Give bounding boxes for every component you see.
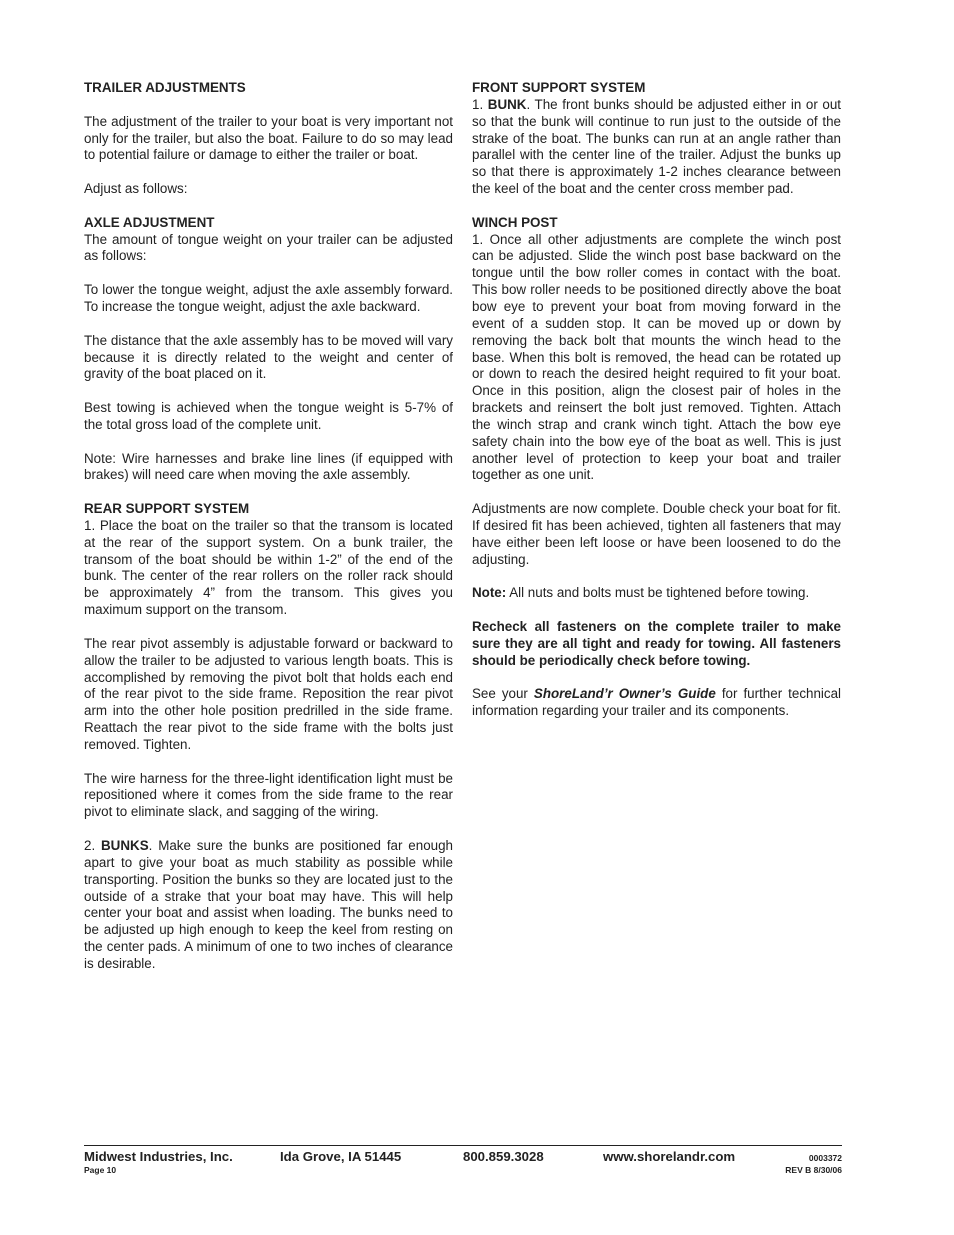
footer-city: Ida Grove, IA 51445 [280,1149,402,1164]
footer-revision: REV B 8/30/06 [785,1165,842,1175]
footer-page-number: Page 10 [84,1165,117,1175]
footer-doc-number: 0003372 [808,1153,842,1163]
rear-support-heading: REAR SUPPORT SYSTEM [84,501,250,517]
see-guide-paragraph [472,686,841,720]
rear-paragraph-3: The wire harness for the three-light identification light must be repositioned where it comes from the side frame to the rear pivot to eliminate slack, and sagging of the wiring. [84,770,453,820]
trailer-adjustments-heading: TRAILER ADJUSTMENTS [84,80,246,95]
footer-row [84,1146,842,1180]
front-bunk-label: BUNK [487,96,527,112]
axle-paragraph-3: The distance that the axle assembly has to be moved will vary because it is directly related to the weight and center of gravity of the boat placed on it. [84,332,453,382]
note-label: Note: [472,585,507,601]
front-bunk-text: . The front bunks should be adjusted either in or out so that the bunk will continue to run just to the outside of the strake of the boat. The bunks can run at an angle rather than parallel with the center line of the trailer. Adjust the bunks up so that there is approximately 1-2 inches clearance between the keel of the boat and the center cross member pad. [472,96,842,197]
left-column [84,80,453,973]
owners-guide-title: ShoreLand’r Owner’s Guide [533,686,716,702]
bunks-label: BUNKS [101,837,149,853]
intro-paragraph: The adjustment of the trailer to your boat is very important not only for the trailer, but also the boat. Failure to do so may lead to potential failure or damage to either the trailer or boat. [84,113,453,163]
axle-paragraph-4: Best towing is achieved when the tongue weight is 5-7% of the total gross load of the complete unit. [84,400,453,432]
bunks-prefix: 2. [84,837,102,853]
page-footer [84,1145,842,1180]
bunks-text: . Make sure the bunks are positioned far enough apart to give your boat as much stability as possible while transporting. Position the bunks so they are located just to the outside of a strake that your boat may have. This will help center your boat and assist when loading. The bunks need to be adjusted up high enough to keep the keel from resting on the center pads. A minimum of one to two inches of clearance is desirable. [84,837,453,971]
winch-post-paragraph: 1. Once all other adjustments are complete the winch post can be adjusted. Slide the winch post base backward on the tongue until the bow roller comes in contact with the boat. This bow roller needs to be positioned directly above the boat bow eye to prevent your boat from moving forward in the event of a sudden stop. It can be moved up or down by removing the back bolt that mounts the winch head to the base. When this bolt is removed, the head can be rotated up or down to reach the desired height required to fit your boat. Once in this position, align the closest pair of holes in the brackets and reinsert the bolt just removed. Tighten. Attach the winch strap and crank winch tight. Attach the bow eye safety chain into the bow eye of the boat as well. This is just another level of protection to keep your boat and trailer together as one unit. [472,231,841,483]
axle-paragraph-2: To lower the tongue weight, adjust the axle assembly forward. To increase the tongue weight, adjust the axle backward. [84,282,453,314]
front-prefix: 1. [472,96,488,112]
rear-paragraph-1: 1. Place the boat on the trailer so that the transom is located at the rear of the support system. On a bunk trailer, the transom of the boat should be within 1-2” of the end of the bunk. The center of the rear rollers on the roller rack should be approximately 4” from the transom. This gives you maximum support on the transom. [84,517,453,618]
footer-website: www.shorelandr.com [603,1149,736,1164]
winch-post-heading: WINCH POST [472,214,558,230]
rear-paragraph-2: The rear pivot assembly is adjustable forward or backward to allow the trailer to be adjusted to various length boats. This is accomplished by removing the pivot bolt that holds each end of the rear pivot to the side frame. Reposition the rear pivot arm into the other hole position predrilled in the side frame. Reattach the rear pivot to the side frame with the bolts just removed. Tighten. [84,635,453,752]
axle-adjustment-heading: AXLE ADJUSTMENT [84,214,215,230]
complete-paragraph: Adjustments are now complete. Double check your boat for fit. If desired fit has been achieved, tighten all fasteners that may have either been left loose or have been loosened to do the adjusting. [472,501,841,567]
see-suffix: for further technical information regarding your trailer and its components. [472,686,842,719]
note-text: All nuts and bolts must be tightened before towing. [506,585,810,601]
footer-phone: 800.859.3028 [463,1149,544,1164]
front-bunk-paragraph [472,97,841,198]
right-column [472,80,841,720]
bunks-paragraph [84,838,453,973]
recheck-text: Recheck all fasteners on the complete trailer to make sure they are all tight and ready for towing. All fasteners should be periodically check before towing. [472,619,841,668]
adjust-paragraph: Adjust as follows: [84,181,188,197]
recheck-paragraph [472,619,841,670]
see-prefix: See your [472,686,534,702]
axle-paragraph-5: Note: Wire harnesses and brake line lines (if equipped with brakes) will need care when moving the axle assembly. [84,450,453,483]
front-support-heading: FRONT SUPPORT SYSTEM [472,80,646,95]
axle-paragraph-1: The amount of tongue weight on your trailer can be adjusted as follows: [84,231,453,264]
footer-company: Midwest Industries, Inc. [84,1149,233,1164]
note-paragraph [472,585,841,602]
